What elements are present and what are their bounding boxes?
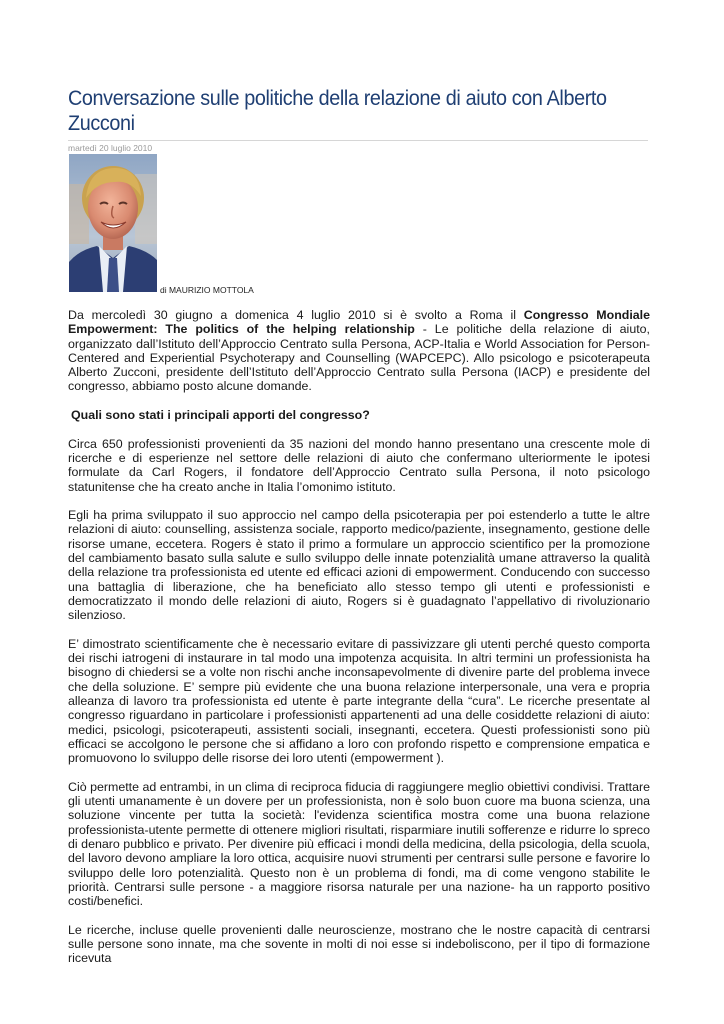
answer-paragraph-2: Egli ha prima sviluppato il suo approccio nel campo della psicoterapia per poi estenderlo a tutte le altre relazioni di aiuto: counselling, assistenza sociale, rapporto medico/paziente, insegnamento, gestione delle risorse umane, eccetera. Rogers è stato il primo a formulare un approccio scientifico per la promozione del cambiamento basato sulla salute e sullo sviluppo delle innate potenzialità umane attraverso la qualità della relazione tra professionista ed utente ed efficaci azioni di empowerment. Conducendo con successo una battaglia di liberazione, che ha beneficiato allo stesso tempo gli utenti e professionisti e democratizzato il mondo delle relazioni di aiuto, Rogers si è guadagnato l’appellativo di rivoluzionario silenzioso. xyxy=(68,508,650,623)
portrait-photo xyxy=(69,154,157,292)
title-divider xyxy=(68,140,648,141)
intro-text-end: - Le politiche della relazione di aiuto, organizzato dall’Istituto dell’Approccio Centrato sulla Persona, ACP-Italia e World Association for Person-Centered and Experiential Psychoterapy and Counselling (WAPCEPC). Allo psicologo e psicoterapeuta Alberto Zucconi, presidente dell’Istituto dell’Approccio Centrato sulla Persona (IACP) e presidente del congresso, abbiamo posto alcune domande. xyxy=(68,322,650,394)
answer-paragraph-3: E’ dimostrato scientificamente che è necessario evitare di passivizzare gli utenti perché questo comporta dei rischi iatrogeni di instaurare in tal modo una impotenza acquisita. In altri termini un professionista ha bisogno di chiedersi se a volte non rischi anche inconsapevolmente di divenire parte del problema invece che della soluzione. E’ sempre più evidente che una buona relazione interpersonale, una vera e propria alleanza di lavoro tra professionista ed utente è parte integrante della “cura”. Le ricerche presentate al congresso riguardano in particolare i professionisti appartenenti ad una delle cosiddette relazioni di aiuto: medici, psicologi, psicoterapeuti, assistenti sociali, insegnanti, eccetera. Questi professionisti sono più efficaci se accolgono le persone che si affidano a loro con profondo rispetto e comprensione empatica e promuovono lo sviluppo delle risorse dei loro utenti (empowerment ). xyxy=(68,636,650,766)
article-title: Conversazione sulle politiche della relazione di aiuto con Alberto Zucconi xyxy=(68,86,607,135)
article-body xyxy=(68,308,650,980)
intro-text-start: Da mercoledì 30 giugno a domenica 4 luglio 2010 si è svolto a Roma il xyxy=(68,308,524,322)
answer-paragraph-5: Le ricerche, incluse quelle provenienti dalle neuroscienze, mostrano che le nostre capacità di centrarsi sulle persone sono innate, ma che sovente in molti di noi esse si indeboliscono, per il tipo di formazione ricevuta xyxy=(68,922,650,966)
answer-paragraph-4: Ciò permette ad entrambi, in un clima di reciproca fiducia di raggiungere meglio obiettivi condivisi. Trattare gli utenti umanamente è un dovere per un professionista, non è solo buon cuore ma buona scienza, una soluzione vincente per tutta la società: l'evidenza scientifica mostra come una buona relazione professionista-utente permette di ottenere migliori risultati, risparmiare inutili sofferenze e ridurre lo spreco di denaro pubblico e privato. Per divenire più efficaci i mondi della medicina, della psicologia, della scuola, del lavoro devono ampliare la loro ottica, acquisire nuovi strumenti per centrarsi sulle persone e favorire lo sviluppo delle loro potenzialità. Questo non è un problema di fondi, ma di come vengono stabilite le priorità. Centrarsi sulle persone - a maggiore risorsa naturale per una nazione- ha un rapporto positivo costi/benefici. xyxy=(68,779,650,909)
interview-question: Quali sono stati i principali apporti del congresso? xyxy=(71,408,370,423)
congress-name: Congresso Mondiale Empowerment: The politics of the helping relationship xyxy=(68,308,651,337)
publication-date: martedì 20 luglio 2010 xyxy=(68,143,153,153)
intro-paragraph xyxy=(68,308,650,394)
answer-paragraph-1: Circa 650 professionisti provenienti da 35 nazioni del mondo hanno presentano una crescente mole di ricerche e di esperienze nel settore delle relazioni di aiuto che confermano ulteriormente le ipotesi formulate da Carl Rogers, il fondatore dell’Approccio Centrato sulla Persona, il noto psicologo statunitense che ha creato anche in Italia l’omonimo istituto. xyxy=(68,436,650,494)
author-byline: di MAURIZIO MOTTOLA xyxy=(160,285,254,295)
